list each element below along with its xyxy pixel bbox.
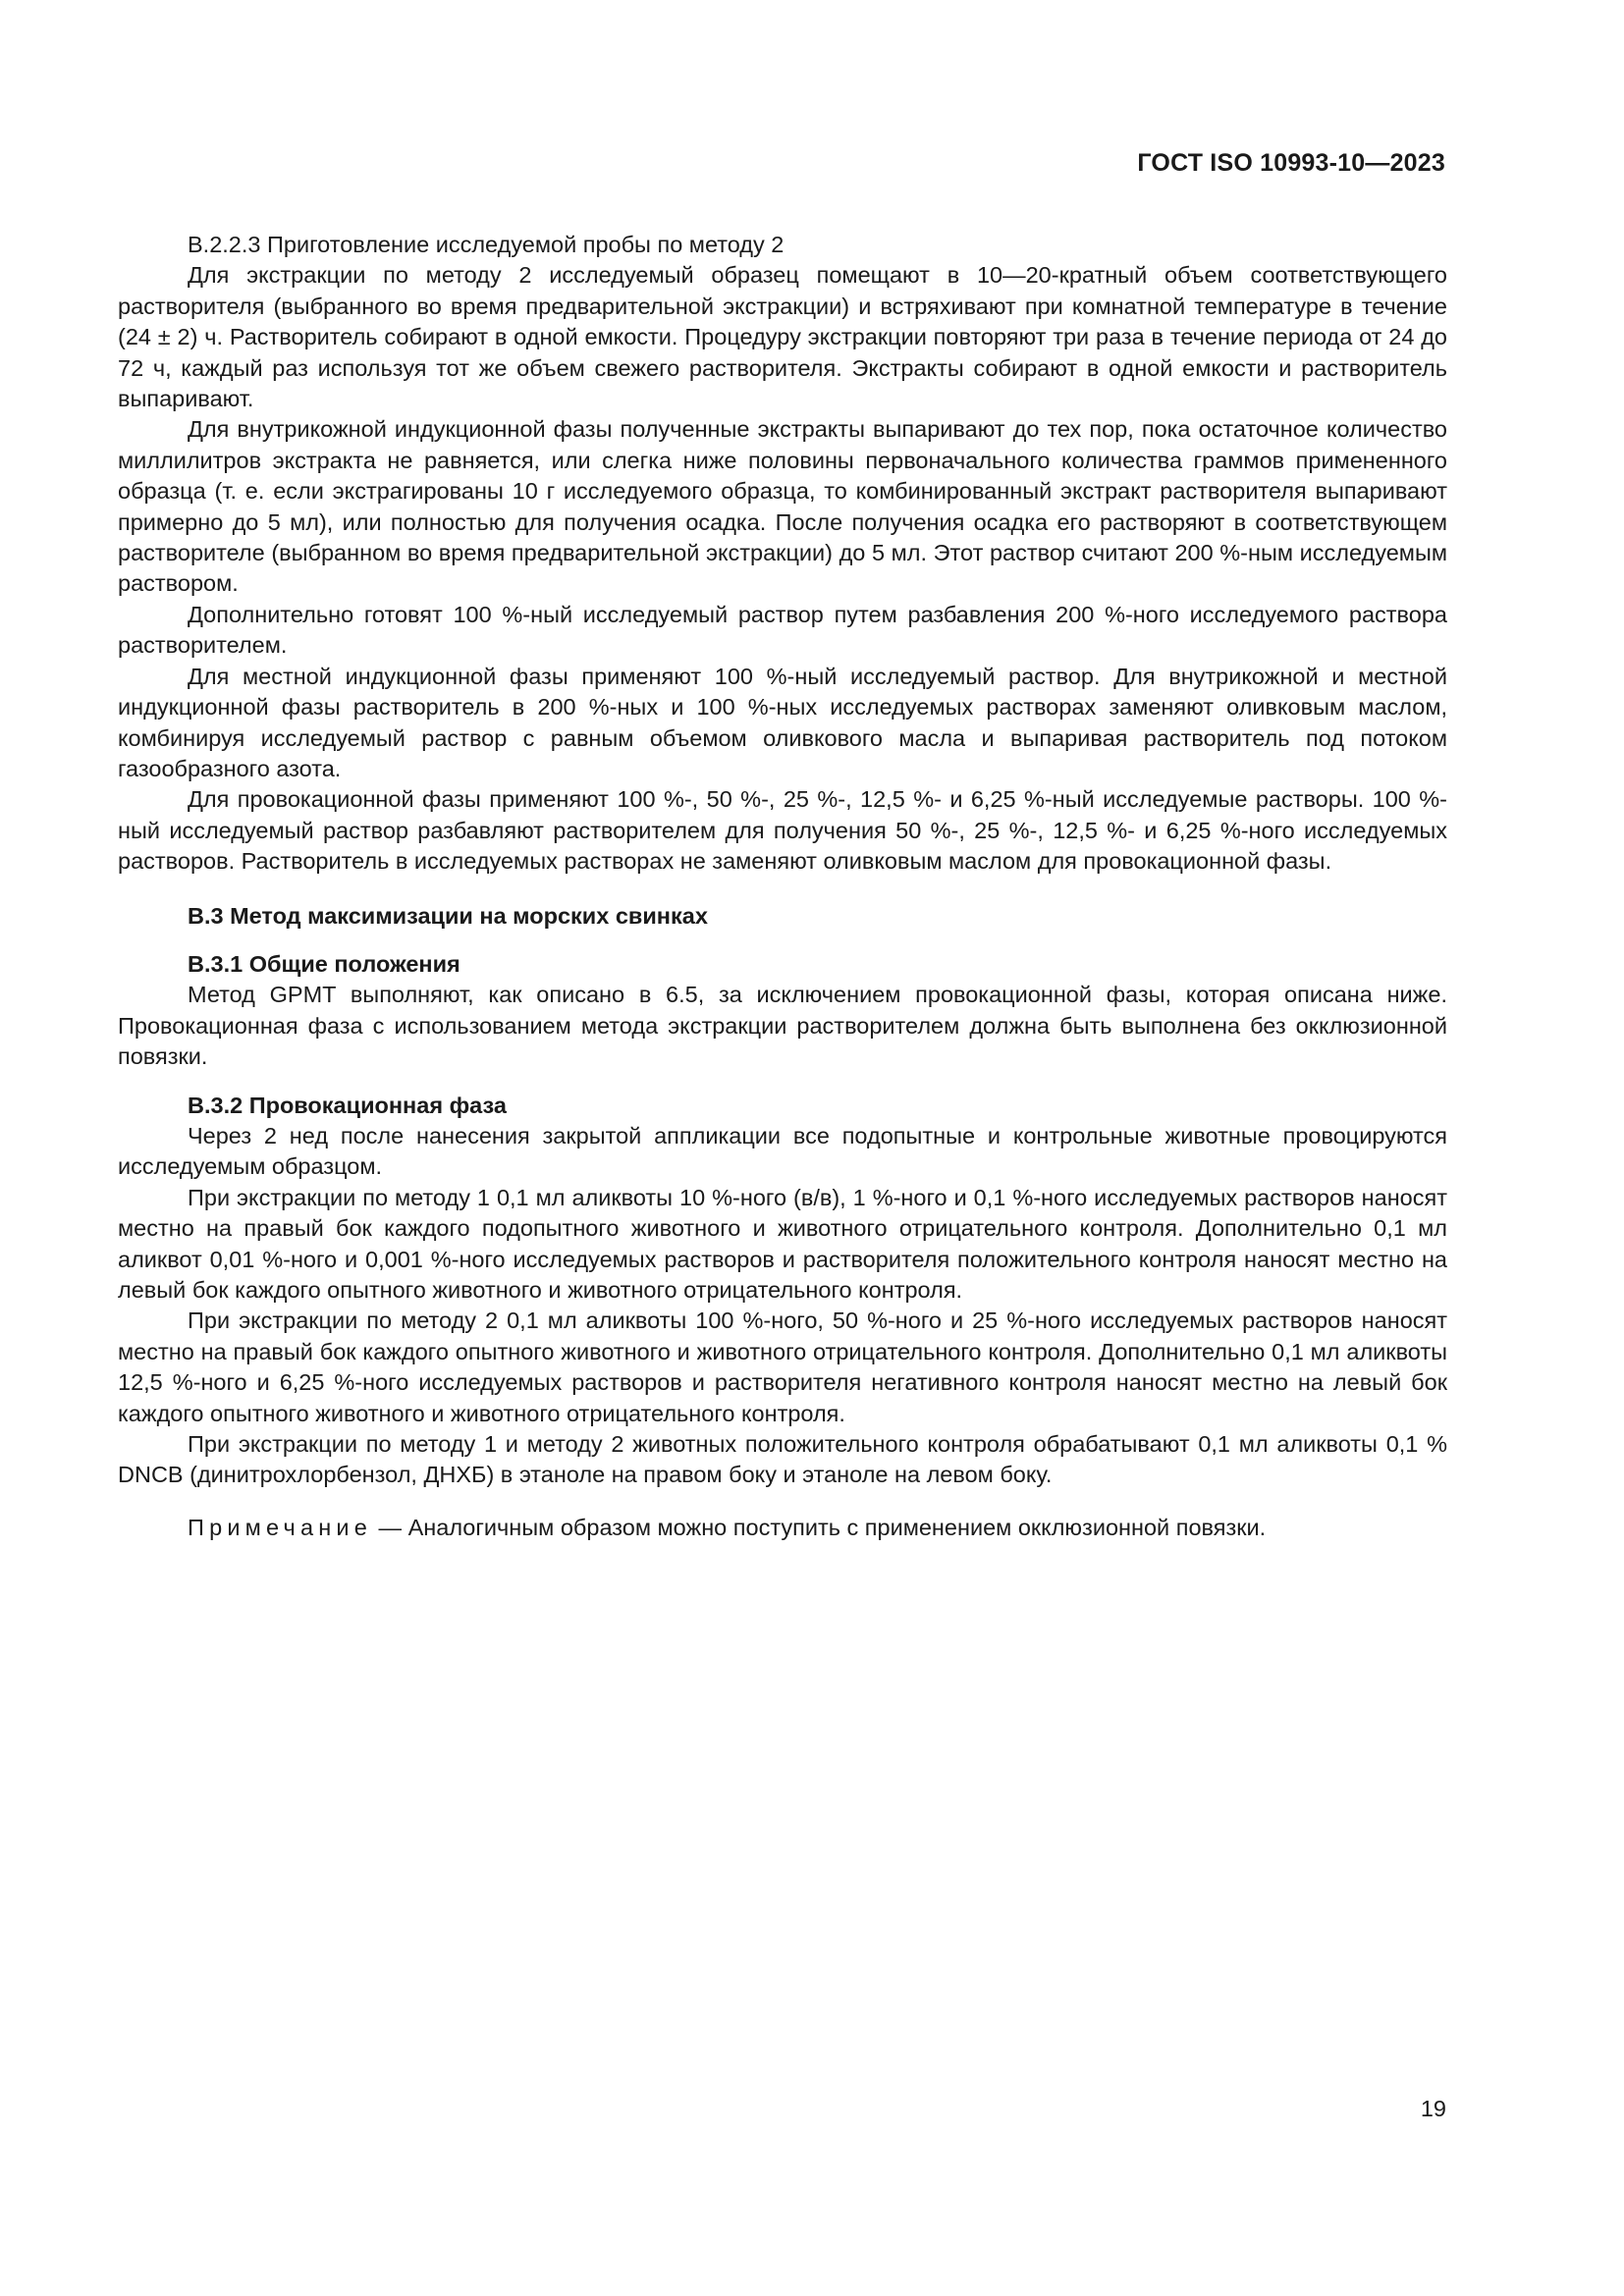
section-b223-paragraph-5: Для провокационной фазы применяют 100 %-, 50 %-, 25 %-, 12,5 %- и 6,25 %-ный исследуемые растворы. 100 %-ный исследуемый раствор разбавляют растворителем для получения 50 %-, 25 %-, 12,5 %- и 6,25 %-ного исследуемых растворов. Растворитель в исследуемых растворах не заменяют оливковым маслом для провокационной фазы. bbox=[118, 786, 1447, 875]
section-b32-paragraph-2: При экстракции по методу 1 0,1 мл аликвоты 10 %-ного (в/в), 1 %-ного и 0,1 %-ного исследуемых растворов наносят местно на правый бок каждого подопытного животного и животного отрицательного контроля. Дополнительно 0,1 мл аликвот 0,01 %-ного и 0,001 %-ного исследуемых растворов и растворителя положительного контроля наносят местно на левый бок каждого опытного животного и животного отрицательного контроля. bbox=[118, 1184, 1447, 1303]
page-number: 19 bbox=[1420, 2096, 1446, 2121]
section-b3-heading: В.3 Метод максимизации на морских свинках bbox=[188, 902, 708, 929]
section-b31-paragraph-1: Метод GPMT выполняют, как описано в 6.5, за исключением провокационной фазы, которая описана ниже. Провокационная фаза с использованием метода экстракции растворителем должна быть выполнена без окклюзионной повязки. bbox=[118, 982, 1447, 1070]
section-b223-paragraph-4: Для местной индукционной фазы применяют 100 %-ный исследуемый раствор. Для внутрикожной и местной индукционной фазы растворитель в 200 %-ных и 100 %-ных исследуемых растворах заменяют оливковым маслом, комбинируя исследуемый раствор с равным объемом оливкового масла и выпаривая растворитель под потоком газообразного азота. bbox=[118, 663, 1447, 781]
section-b223-paragraph-1: Для экстракции по методу 2 исследуемый образец помещают в 10—20-кратный объем соответствующего растворителя (выбранного во время предварительной экстракции) и встряхивают при комнатной температуре в течение (24 ± 2) ч. Растворитель собирают в одной емкости. Процедуру экстракции повторяют три раза в течение периода от 24 до 72 ч, каждый раз используя тот же объем свежего растворителя. Экстракты собирают в одной емкости и растворитель выпаривают. bbox=[118, 262, 1447, 412]
section-b223-paragraph-3: Дополнительно готовят 100 %-ный исследуемый раствор путем разбавления 200 %-ного исследуемого раствора растворителем. bbox=[118, 601, 1447, 659]
section-b32-paragraph-1: Через 2 нед после нанесения закрытой аппликации все подопытные и контрольные животные провоцируются исследуемым образцом. bbox=[118, 1122, 1447, 1180]
note-label: Примечание bbox=[188, 1514, 373, 1540]
section-b32-paragraph-3: При экстракции по методу 2 0,1 мл аликвоты 100 %-ного, 50 %-ного и 25 %-ного исследуемых растворов наносят местно на правый бок каждого опытного животного и животного отрицательного контроля. Дополнительно 0,1 мл аликвоты 12,5 %-ного и 6,25 %-ного исследуемых растворов и растворителя негативного контроля наносят местно на левый бок каждого опытного животного и животного отрицательного контроля. bbox=[118, 1308, 1447, 1426]
section-b32-heading: В.3.2 Провокационная фаза bbox=[188, 1092, 507, 1118]
note-text: Аналогичным образом можно поступить с применением окклюзионной повязки. bbox=[407, 1514, 1267, 1540]
document-body bbox=[118, 230, 1447, 1543]
section-b31-heading: В.3.1 Общие положения bbox=[188, 950, 460, 977]
section-b223-paragraph-2: Для внутрикожной индукционной фазы полученные экстракты выпаривают до тех пор, пока остаточное количество миллилитров экстракта не равняется, или слегка ниже половины первоначального количества граммов примененного образца (т. е. если экстрагированы 10 г исследуемого образца, то комбинированный экстракт растворителя выпаривают примерно до 5 мл), или полностью для получения осадка. После получения осадка его растворяют в соответствующем растворителе (выбранном во время предварительной экстракции) до 5 мл. Этот раствор считают 200 %-ным исследуемым раствором. bbox=[118, 416, 1447, 597]
note-dash: — bbox=[372, 1514, 408, 1540]
document-code-header: ГОСТ ISO 10993-10—2023 bbox=[1137, 149, 1445, 177]
section-b223-title: В.2.2.3 Приготовление исследуемой пробы по методу 2 bbox=[188, 232, 785, 257]
note bbox=[118, 1513, 1447, 1543]
section-b32-paragraph-4: При экстракции по методу 1 и методу 2 животных положительного контроля обрабатывают 0,1 мл аликвоты 0,1 % DNCB (динитрохлорбензол, ДНХБ) в этаноле на правом боку и этаноле на левом боку. bbox=[118, 1431, 1447, 1488]
